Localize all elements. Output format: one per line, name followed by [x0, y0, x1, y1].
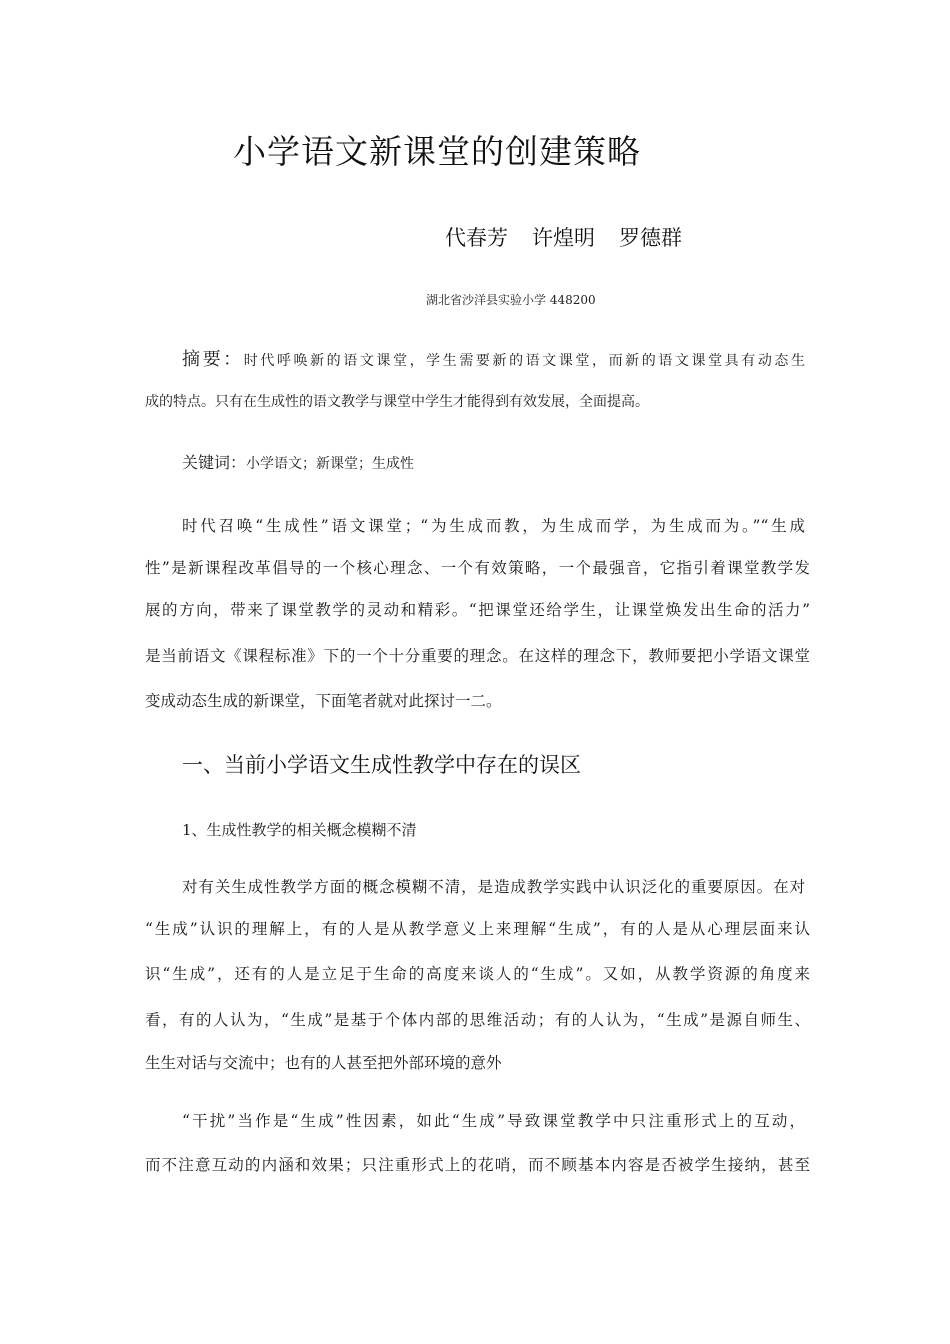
author-name: 许煌明 [532, 226, 595, 250]
abstract-line [182, 350, 805, 371]
abstract-label: 摘要： [182, 349, 244, 370]
section-heading: 一、当前小学语文生成性教学中存在的误区 [182, 753, 581, 777]
author-name: 代春芳 [445, 226, 508, 250]
keywords-text: 小学语文；新课堂；生成性 [246, 456, 415, 472]
abstract-text: 时代呼唤新的语文课堂，学生需要新的语文课堂，而新的语文课堂具有动态生 [243, 353, 805, 369]
author-list [445, 222, 706, 252]
paragraph-line: 生生对话与交流中；也有的人甚至把外部环境的意外 [145, 1054, 502, 1072]
paragraph-line: 变成动态生成的新课堂，下面笔者就对此探讨一二。 [145, 692, 502, 710]
paragraph-line: 识“生成”，还有的人是立足于生命的高度来谈人的“生成”。又如，从教学资源的角度来 [145, 965, 810, 983]
paragraph-line: 看，有的人认为，“生成”是基于个体内部的思维活动；有的人认为，“生成”是源自师生、 [145, 1011, 810, 1029]
paragraph-line: 对有关生成性教学方面的概念模糊不清，是造成教学实践中认识泛化的重要原因。在对 [182, 878, 805, 896]
paragraph-line: 时代召唤“生成性”语文课堂；“为生成而教，为生成而学，为生成而为。”“生成 [182, 517, 805, 535]
paragraph-line: 而不注意互动的内涵和效果；只注重形式上的花哨，而不顾基本内容是否被学生接纳，甚至 [145, 1156, 810, 1174]
subsection-heading: 1、生成性教学的相关概念模糊不清 [182, 821, 417, 839]
paragraph-line: 展的方向，带来了课堂教学的灵动和精彩。“把课堂还给学生，让课堂焕发出生命的活力” [145, 601, 810, 619]
author-name: 罗德群 [619, 226, 682, 250]
keywords-label: 关键词： [182, 453, 247, 472]
paragraph-line: 性”是新课程改革倡导的一个核心理念、一个有效策略，一个最强音，它指引着课堂教学发 [145, 559, 810, 577]
author-affiliation: 湖北省沙洋县实验小学 448200 [426, 293, 596, 307]
abstract-line: 成的特点。只有在生成性的语文教学与课堂中学生才能得到有效发展，全面提高。 [145, 394, 649, 410]
document-title: 小学语文新课堂的创建策略 [233, 132, 641, 171]
keywords-line [182, 453, 805, 474]
paragraph-line: “干扰”当作是“生成”性因素，如此“生成”导致课堂教学中只注重形式上的互动， [182, 1112, 805, 1130]
paragraph-line: 是当前语文《课程标准》下的一个十分重要的理念。在这样的理念下，教师要把小学语文课堂 [145, 647, 810, 665]
paragraph-line: “生成”认识的理解上，有的人是从教学意义上来理解“生成”，有的人是从心理层面来认 [145, 920, 810, 938]
